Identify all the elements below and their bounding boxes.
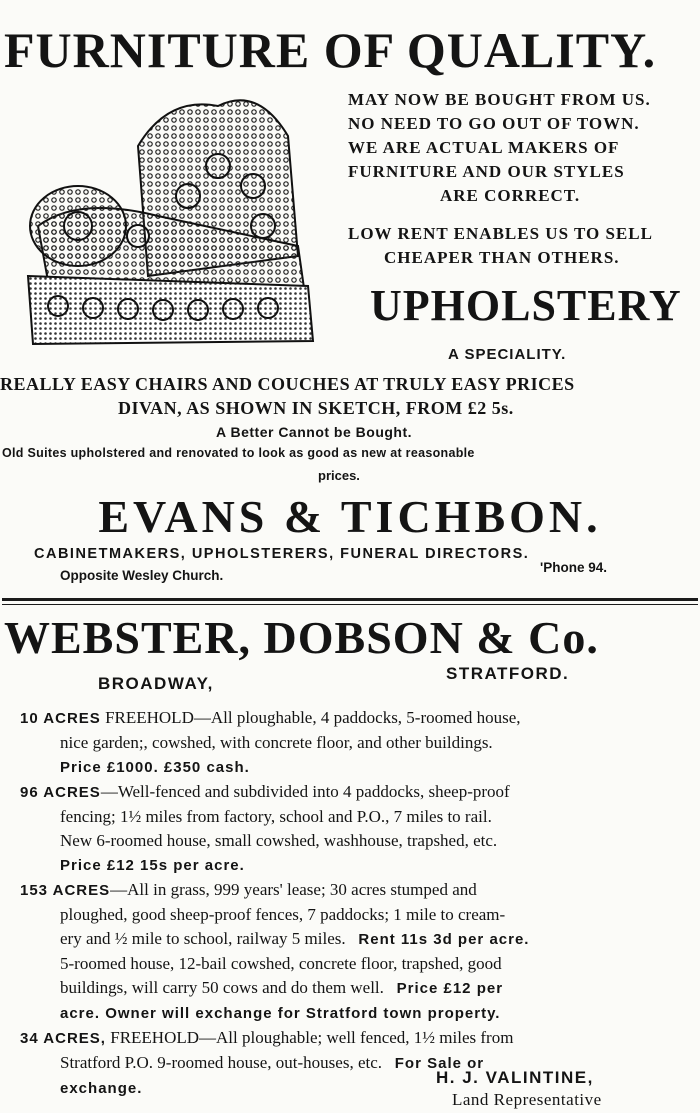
headline: FURNITURE OF QUALITY. — [4, 22, 657, 78]
listing-text: FREEHOLD—All ploughable; well fenced, 1½ miles from — [105, 1028, 514, 1047]
pitch-line: FURNITURE AND OUR STYLES — [348, 162, 625, 181]
listing-bold: 96 ACRES — [20, 784, 101, 801]
rent-line: LOW RENT ENABLES US TO SELL — [348, 224, 653, 243]
signature-name: H. J. VALINTINE, — [436, 1068, 594, 1087]
pitch-block — [348, 88, 696, 208]
easy-chairs-text: REALLY EASY CHAIRS AND COUCHES AT TRULY EASY PRICES — [0, 374, 575, 394]
listing-bold: 34 ACRES, — [20, 1030, 106, 1047]
listing-text: fencing; 1½ miles from factory, school and P.O., 7 miles to rail. — [60, 807, 492, 826]
listing-bold: Rent 11s 3d per acre. — [358, 931, 530, 948]
listing-bold: For Sale or — [394, 1055, 485, 1072]
speciality-text: A SPECIALITY. — [448, 346, 567, 363]
broadway-text: BROADWAY, — [98, 674, 214, 693]
listing-bold: acre. Owner will exchange for Stratford town property. — [60, 1005, 501, 1022]
divan-price-text: DIVAN, AS SHOWN IN SKETCH, FROM £2 5s. — [118, 398, 514, 418]
listing-row — [20, 755, 684, 780]
listing-row — [20, 952, 684, 976]
listing-row — [20, 706, 684, 731]
listing-row — [20, 780, 684, 805]
listing-text: —All in grass, 999 years' lease; 30 acres stumped and — [110, 880, 477, 899]
listing-text: New 6-roomed house, small cowshed, washhouse, trapshed, etc. — [60, 831, 498, 850]
listing-row — [20, 903, 684, 927]
webster-dobson-firm: WEBSTER, DOBSON & Co. — [4, 612, 599, 663]
rent-block — [348, 222, 696, 270]
listing-text: ploughed, good sheep-proof fences, 7 paddocks; 1 mile to cream- — [60, 905, 506, 924]
listing-text: ery and ½ mile to school, railway 5 miles. — [60, 929, 346, 948]
listing-block — [20, 706, 684, 1101]
evans-tichbon-firm: EVANS & TICHBON. — [98, 491, 602, 542]
listing-text: FREEHOLD—All ploughable, 4 paddocks, 5-roomed house, — [100, 708, 521, 727]
pitch-line: MAY NOW BE BOUGHT FROM US. — [348, 90, 651, 109]
listing-bold: exchange. — [60, 1080, 143, 1097]
pitch-line: NO NEED TO GO OUT OF TOWN. — [348, 114, 640, 133]
upholstery-heading: UPHOLSTERY — [370, 281, 682, 330]
old-suites-text-cont: prices. — [318, 468, 360, 483]
listing-row — [20, 853, 684, 878]
better-text: A Better Cannot be Bought. — [216, 424, 413, 440]
stratford-text: STRATFORD. — [446, 664, 570, 683]
trades-text: CABINETMAKERS, UPHOLSTERERS, FUNERAL DIRECTORS. — [34, 546, 530, 562]
listing-row — [20, 927, 684, 952]
listing-bold: 153 ACRES — [20, 882, 111, 899]
listing-text: Stratford P.O. 9-roomed house, out-houses, etc. — [60, 1053, 383, 1072]
listing-bold: 10 ACRES — [20, 710, 101, 727]
phone-text: 'Phone 94. — [540, 560, 607, 575]
divider-rule — [2, 598, 698, 601]
listing-bold: Price £12 15s per acre. — [60, 857, 245, 874]
listing-text: buildings, will carry 50 cows and do them well. — [60, 978, 384, 997]
listing-row — [20, 805, 684, 829]
listing-row — [20, 731, 684, 755]
pitch-line: ARE CORRECT. — [440, 186, 581, 205]
listing-text: nice garden;, cowshed, with concrete floor, and other buildings. — [60, 733, 493, 752]
listing-row — [20, 976, 684, 1001]
listing-row — [20, 878, 684, 903]
listing-row — [20, 829, 684, 853]
listing-row — [20, 1026, 684, 1051]
divider-rule-thin — [2, 604, 698, 605]
listing-row — [20, 1001, 684, 1026]
old-suites-text: Old Suites upholstered and renovated to look as good as new at reasonable — [2, 446, 475, 460]
listing-bold: Price £12 per — [396, 980, 504, 997]
pitch-line: WE ARE ACTUAL MAKERS OF — [348, 138, 620, 157]
listing-bold: Price £1000. £350 cash. — [60, 759, 250, 776]
listing-text: —Well-fenced and subdivided into 4 paddocks, sheep-proof — [100, 782, 510, 801]
divan-sketch-image — [18, 76, 333, 348]
listing-text: 5-roomed house, 12-bail cowshed, concrete floor, trapshed, good — [60, 954, 502, 973]
address-text: Opposite Wesley Church. — [60, 568, 224, 583]
rent-line: CHEAPER THAN OTHERS. — [384, 248, 620, 267]
signature-title: Land Representative — [452, 1090, 602, 1109]
